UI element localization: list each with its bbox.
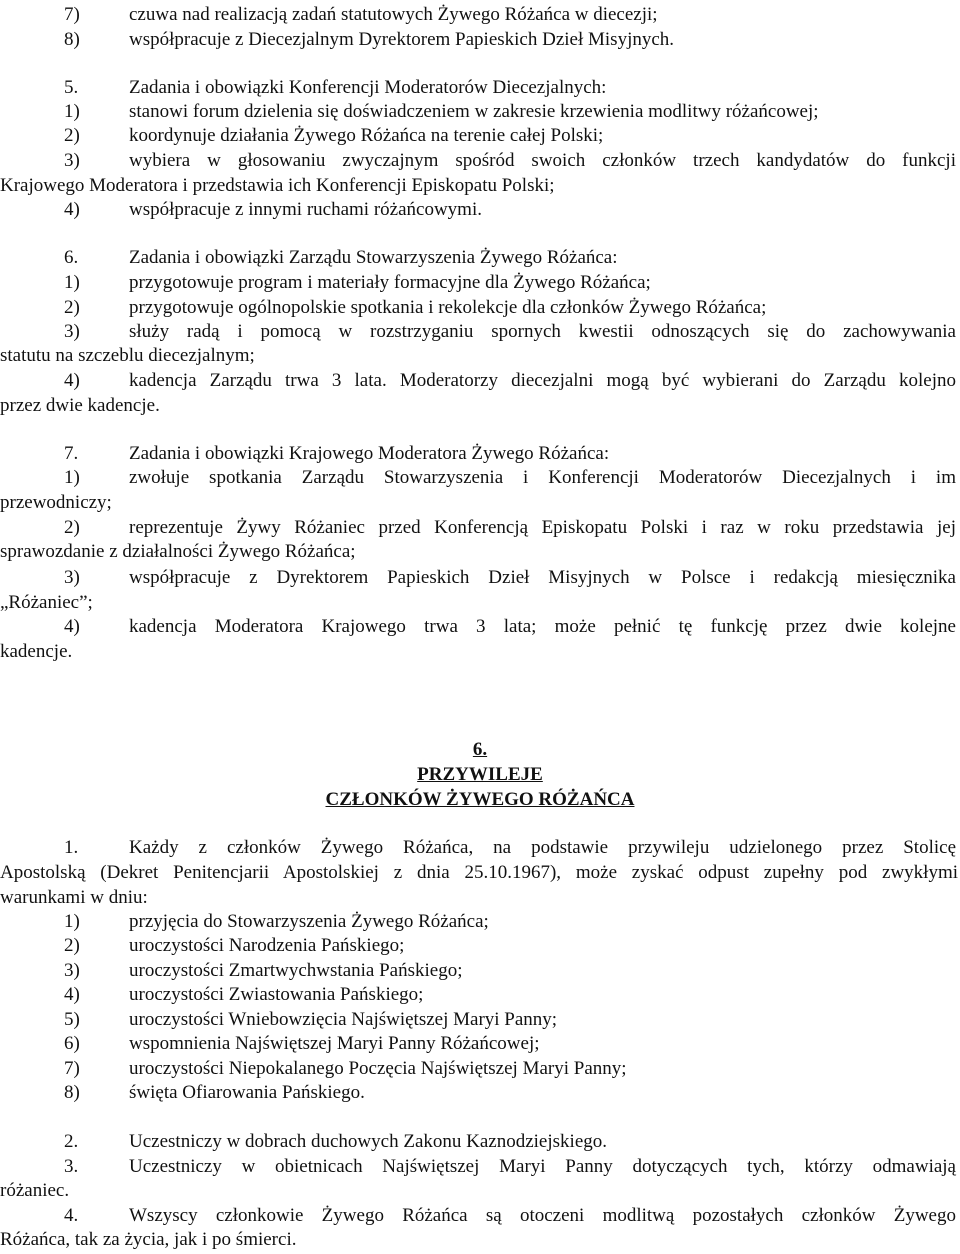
list-item: 7) czuwa nad realizacją zadań statutowych Żywego Różańca w diecezji; [64, 4, 658, 25]
list-item: 5) uroczystości Wniebowzięcia Najświętszej Maryi Panny; [64, 1009, 558, 1030]
list-item: 3) uroczystości Zmartwychwstania Pańskiego; [64, 960, 463, 981]
list-item: 2) koordynuje działania Żywego Różańca na terenie całej Polski; [64, 125, 604, 146]
list-item: 4) uroczystości Zwiastowania Pańskiego; [64, 984, 424, 1005]
list-item-continuation: Krajowego Moderatora i przedstawia ich Konferencji Episkopatu Polski; [0, 175, 555, 196]
list-item-continuation: „Różaniec”; [0, 592, 93, 613]
list-item: 1) stanowi forum dzielenia się doświadczeniem w zakresie krzewienia modlitwy różańcowej; [64, 101, 819, 122]
list-item: 1) przyjęcia do Stowarzyszenia Żywego Różańca; [64, 911, 489, 932]
list-item: 2) przygotowuje ogólnopolskie spotkania i rekolekcje dla członków Żywego Różańca; [64, 297, 767, 318]
list-item: 3) wybiera w głosowaniu zwyczajnym spośród swoich członków trzech kandydatów do funkcji [64, 150, 956, 171]
list-item: 4) kadencja Zarządu trwa 3 lata. Moderatorzy diecezjalni mogą być wybierani do Zarządu kolejno [64, 370, 956, 391]
list-item: 3) współpracuje z Dyrektorem Papieskich Dzieł Misyjnych w Polsce i redakcją miesięcznika [64, 567, 956, 588]
paragraph: 4. Wszyscy członkowie Żywego Różańca są otoczeni modlitwą pozostałych członków Żywego [64, 1205, 956, 1226]
list-item: 1) zwołuje spotkania Zarządu Stowarzyszenia i Konferencji Moderatorów Diecezjalnych i im [64, 467, 956, 488]
list-item: 4) współpracuje z innymi ruchami różańcowymi. [64, 199, 482, 220]
list-item-continuation: kadencje. [0, 641, 73, 662]
list-item: 7) uroczystości Niepokalanego Poczęcia Najświętszej Maryi Panny; [64, 1058, 627, 1079]
list-item: 8) współpracuje z Diecezjalnym Dyrektorem Papieskich Dzieł Misyjnych. [64, 29, 675, 50]
list-item: 6) wspomnienia Najświętszej Maryi Panny Różańcowej; [64, 1033, 540, 1054]
list-item: 2) reprezentuje Żywy Różaniec przed Konferencją Episkopatu Polski i raz w roku przedstawia jej [64, 517, 956, 538]
paragraph-line: Różańca, tak za życia, jak i po śmierci. [0, 1229, 297, 1250]
paragraph-line: warunkami w dniu: [0, 887, 148, 908]
paragraph: 1. Każdy z członków Żywego Różańca, na podstawie przywileju udzielonego przez Stolicę [64, 837, 956, 858]
list-item-continuation: statutu na szczeblu diecezjalnym; [0, 345, 255, 366]
list-item: 4) kadencja Moderatora Krajowego trwa 3 lata; może pełnić tę funkcję przez dwie kolejne [64, 616, 956, 637]
paragraph: 3. Uczestniczy w obietnicach Najświętszej Maryi Panny dotyczących tych, którzy odmawiają [64, 1156, 956, 1177]
chapter-number: 6. [472, 739, 488, 760]
list-item-continuation: przez dwie kadencje. [0, 395, 160, 416]
paragraph-line: Apostolską (Dekret Penitencjarii Apostolskiej z dnia 25.10.1967), może zyskać odpust zupełny pod zwykłymi [0, 862, 958, 883]
paragraph-line: różaniec. [0, 1180, 70, 1201]
list-item: 1) przygotowuje program i materiały formacyjne dla Żywego Różańca; [64, 272, 651, 293]
section-heading: 5. Zadania i obowiązki Konferencji Moderatorów Diecezjalnych: [64, 77, 607, 98]
section-heading: 6. Zadania i obowiązki Zarządu Stowarzyszenia Żywego Różańca: [64, 247, 618, 268]
list-item-continuation: sprawozdanie z działalności Żywego Różańca; [0, 541, 356, 562]
chapter-title: PRZYWILEJE [417, 764, 543, 785]
chapter-subtitle: CZŁONKÓW ŻYWEGO RÓŻAŃCA [325, 789, 635, 810]
list-item: 2) uroczystości Narodzenia Pańskiego; [64, 935, 405, 956]
list-item: 8) święta Ofiarowania Pańskiego. [64, 1082, 365, 1103]
list-item-continuation: przewodniczy; [0, 492, 112, 513]
paragraph: 2. Uczestniczy w dobrach duchowych Zakonu Kaznodziejskiego. [64, 1131, 607, 1152]
list-item: 3) służy radą i pomocą w rozstrzyganiu spornych kwestii odnoszących się do zachowywania [64, 321, 956, 342]
section-heading: 7. Zadania i obowiązki Krajowego Moderatora Żywego Różańca: [64, 443, 610, 464]
